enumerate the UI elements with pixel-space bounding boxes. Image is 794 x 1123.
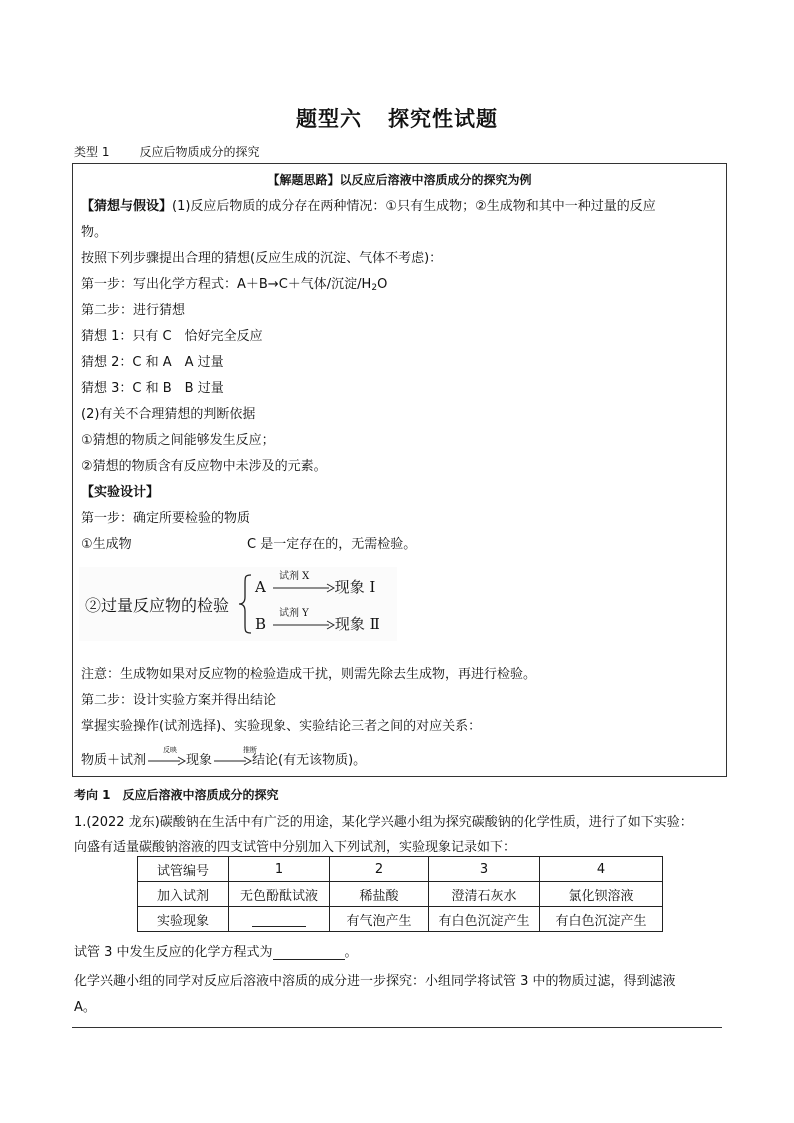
table-cell: 4 [540,857,663,882]
steps-intro: 按照下列步骤提出合理的猜想(反应生成的沉淀、气体不考虑)： [81,251,443,266]
table-cell: 有白色沉淀产生 [540,907,663,932]
exp-tag: 【实验设计】 [81,485,160,500]
chain-b: 现象 [186,753,213,768]
table-row [138,857,663,882]
step1-line [81,273,387,293]
note-line: 注意：生成物如果对反应物的检验造成干扰，则需先除去生成物，再进行检验。 [81,667,537,682]
exp-step2: 第二步：设计实验方案并得出结论 [81,693,277,708]
table-row [138,907,663,932]
relation-line: 掌握实验操作(试剂选择)、实验现象、实验结论三者之间的对应关系： [81,719,482,734]
diagram-row-b [255,613,380,634]
basis-line: (2)有关不合理猜想的判断依据 [81,407,256,422]
basis2-line: ②猜想的物质含有反应物中未涉及的元素。 [81,459,327,474]
table-cell: 1 [229,857,330,882]
guess2-line: 猜想 2：C 和 A A 过量 [81,355,224,370]
arrow-icon [212,756,252,766]
brace-icon [237,573,253,635]
guess-line [81,195,656,214]
results-table [137,856,663,932]
type-label: 类型 1 [74,145,110,159]
step1-pre: 第一步：写出化学方程式：A＋B→C＋气体/沉淀/H [81,277,372,292]
divider [72,1027,722,1028]
type-text: 反应后物质成分的探究 [139,145,260,159]
table-cell: 实验现象 [138,907,229,932]
question-line5: A。 [74,1000,96,1015]
kaoxiang-heading: 考向 1 反应后溶液中溶质成分的探究 [74,788,279,802]
arrow-icon [271,620,335,630]
table-cell: 无色酚酞试液 [229,882,330,907]
solution-box [72,163,727,777]
question-line3 [74,941,358,960]
question-line4: 化学兴趣小组的同学对反应后溶液中溶质的成分进一步探究：小组同学将试管 3 中的物质过滤，得到滤液 [74,974,676,989]
question-line2: 向盛有适量碳酸钠溶液的四支试管中分别加入下列试剂，实验现象记录如下： [74,840,517,855]
table-cell: 澄清石灰水 [429,882,540,907]
diagram-main-label: ②过量反应物的检验 [85,596,230,615]
diagram-row-a [255,576,375,597]
step1-post: O [377,277,388,292]
exp-step1: 第一步：确定所要检验的物质 [81,511,251,526]
row-a-label: A [255,578,266,596]
table-cell: 加入试剂 [138,882,229,907]
phen-1: 现象 Ⅰ [334,578,376,596]
answer-blank[interactable] [252,912,306,927]
arrow-icon [146,756,186,766]
step1-sub: 2 [371,283,378,293]
chain-react-label: 反映 [163,746,177,754]
guess3-line: 猜想 3：C 和 B B 过量 [81,381,224,396]
chain-c: 结论(有无该物质)。 [252,753,367,768]
chain-a: 物质＋试剂 [81,753,147,768]
type-heading [74,143,259,160]
answer-blank[interactable] [273,947,345,960]
guess-text: (1)反应后物质的成分存在两种情况：①只有生成物；②生成物和其中一种过量的反应 [172,199,656,214]
table-cell: 有白色沉淀产生 [429,907,540,932]
table-cell: 2 [330,857,429,882]
table-cell: 氯化钡溶液 [540,882,663,907]
table-cell: 稀盐酸 [330,882,429,907]
table-cell: 试管编号 [138,857,229,882]
table-row [138,882,663,907]
product-note: C 是一定存在的，无需检验。 [247,537,417,552]
title-part1: 题型六 [296,106,362,131]
page-title [0,103,794,133]
excess-reactant-diagram [79,567,397,641]
box-header: 【解题思路】以反应后溶液中溶质成分的探究为例 [267,173,532,187]
table-cell: 有气泡产生 [330,907,429,932]
chain-infer-label: 推断 [243,746,257,754]
table-cell: 3 [429,857,540,882]
guess1-line: 猜想 1：只有 C 恰好完全反应 [81,329,263,344]
guess-text2: 物。 [81,225,108,240]
arrow-icon [271,583,335,593]
basis1-line: ①猜想的物质之间能够发生反应； [81,433,275,448]
chain-line [81,749,366,768]
question-line3-text: 试管 3 中发生反应的化学方程式为 [74,945,273,960]
reagent-y: 试剂 Y [279,608,309,619]
product-label: ①生成物 [81,537,132,552]
reagent-x: 试剂 X [279,571,310,582]
step2-line: 第二步：进行猜想 [81,303,186,318]
guess-tag: 【猜想与假设】 [81,199,173,214]
row-b-label: B [255,615,267,633]
question-line1: 1.(2022 龙东)碳酸钠在生活中有广泛的用途，某化学兴趣小组为探究碳酸钠的化学性质，进行了如下实验： [74,815,693,830]
question-line3-end: 。 [344,945,358,960]
title-part2: 探究性试题 [388,106,498,131]
phen-2: 现象 Ⅱ [334,615,380,633]
answer-blank-cell [229,907,330,932]
